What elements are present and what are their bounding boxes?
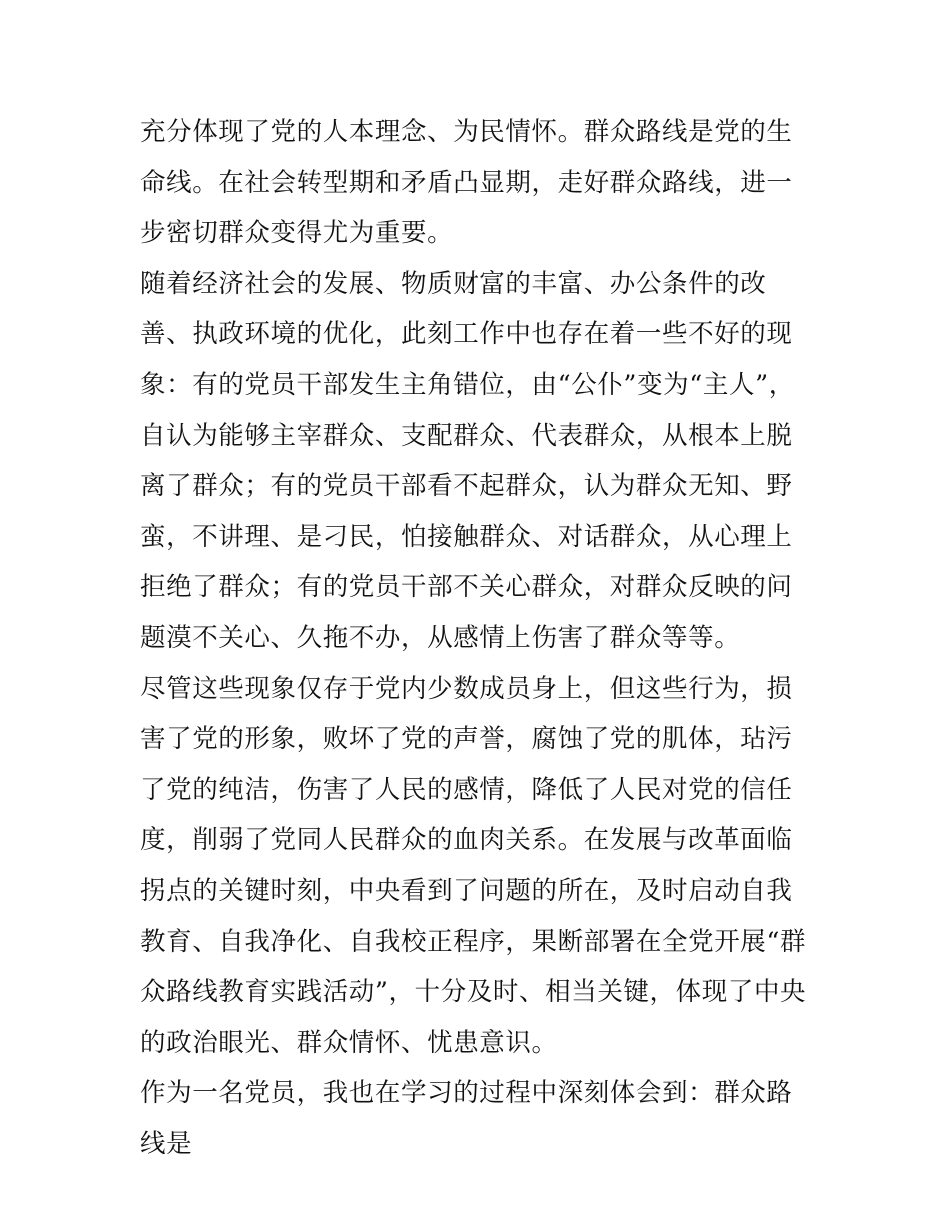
paragraph: 随着经济社会的发展、物质财富的丰富、办公条件的改善、执政环境的优化，此刻工作中也存在着一些不好的现象：有的党员干部发生主角错位，由“公仆”变为“主人”，自认为能够主宰群众、支配群众、代表群众，从根本上脱离了群众；有的党员干部看不起群众，认为群众无知、野蛮，不讲理、是刁民，怕接触群众、对话群众，从心理上拒绝了群众；有的党员干部不关心群众，对群众反映的问题漠不关心、久拖不办，从感情上伤害了群众等等。 [140, 268, 795, 653]
paragraph: 充分体现了党的人本理念、为民情怀。群众路线是党的生命线。在社会转型期和矛盾凸显期，走好群众路线，进一步密切群众变得尤为重要。 [140, 117, 793, 249]
paragraph: 作为一名党员，我也在学习的过程中深刻体会到：群众路线是 [140, 1078, 793, 1159]
document-body [140, 107, 812, 1169]
paragraph: 尽管这些现象仅存于党内少数成员身上，但这些行为，损害了党的形象，败坏了党的声誉，腐蚀了党的肌体，玷污了党的纯洁，伤害了人民的感情，降低了人民对党的信任度，削弱了党同人民群众的血肉关系。在发展与改革面临拐点的关键时刻，中央看到了问题的所在，及时启动自我教育、自我净化、自我校正程序，果断部署在全党开展“群众路线教育实践活动”，十分及时、相当关键，体现了中央的政治眼光、群众情怀、忧患意识。 [140, 673, 807, 1058]
